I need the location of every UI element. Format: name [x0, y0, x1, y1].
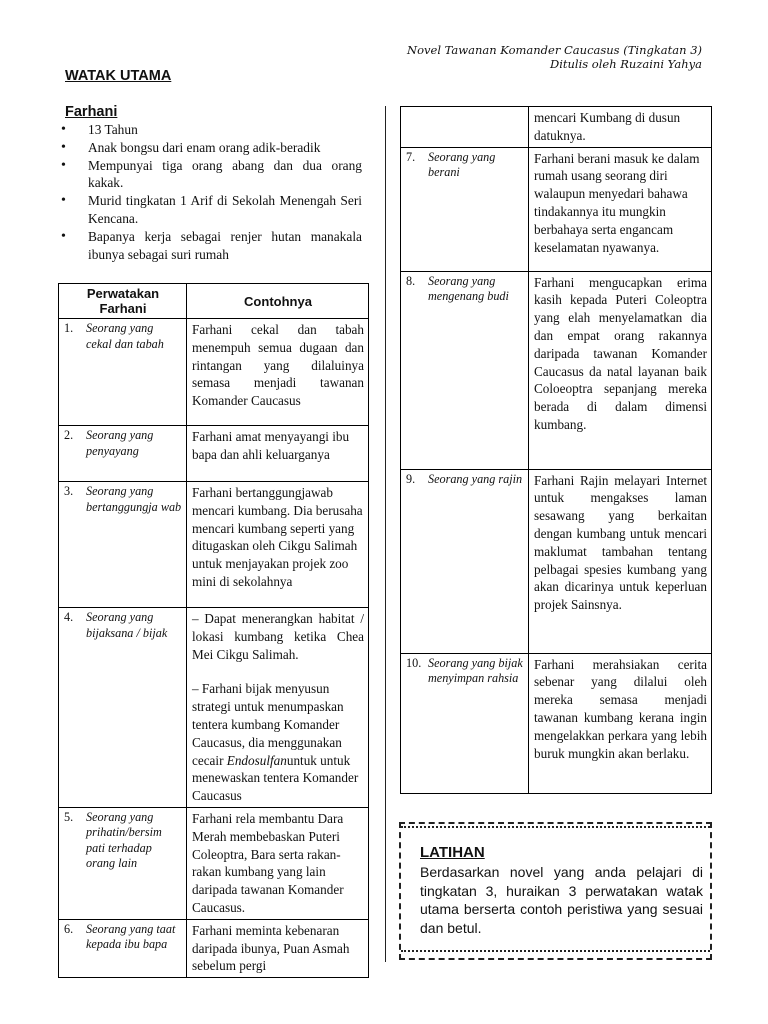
trait-cell: Seorang yang prihatin/bersim pati terhadap orang lain [86, 809, 162, 871]
example-text: – Dapat menerangkan habitat / lokasi kumbang ketika Chea Mei Cikgu Salimah. [192, 611, 364, 662]
fact-item: • Mempunyai tiga orang abang dan dua orang kakak. [60, 157, 362, 193]
trait-cell: Seorang yang rajin [428, 471, 523, 486]
example-cell: Farhani mengucapkan erima kasih kepada Puteri Coleoptra yang elah menyelamatkan dia dan empat orang rakannya daripada tawanan Komander Caucasus da natal layanan baik Coloeoptra sepanjang mereka berada di dalam dimensi kumbang. [529, 271, 712, 469]
row-number: 10. [406, 655, 422, 670]
example-cell: Farhani bertanggungjawab mencari kumbang. Dia berusaha mencari kumbang seperti yang ditugaskan oleh Cikgu Salimah untuk menjayakan projek zoo mini di sekolahnya [187, 482, 369, 608]
table-row [59, 919, 369, 977]
trait-cell: Seorang yang mengenang budi [428, 273, 509, 304]
trait-cell: Seorang yang penyayang [86, 428, 154, 458]
row-number: 3. [64, 484, 74, 498]
example-cell: Farhani merahsiakan cerita sebenar yang dilalui oleh mereka semasa menjadi tawanan kumbang kerana ingin mengelakkan perkara yang lebih buruk mungkin akan berlaku. [529, 653, 712, 793]
table-row [401, 271, 712, 469]
table-row [401, 469, 712, 653]
fact-item: • Anak bongsu dari enam orang adik-beradik [60, 139, 362, 157]
trait-cell: Seorang yang bertanggungja wab [86, 484, 182, 514]
table-row [59, 482, 369, 608]
example-cell: Farhani Rajin melayari Internet untuk mengakses laman sesawang yang berkaitan dengan kumbang untuk mencari maklumat tambahan tentang pelbagai spesies kumbang yang akan dicarinya untuk keperluan projek Sainsnya. [529, 469, 712, 653]
fact-item: • Bapanya kerja sebagai renjer hutan manakala ibunya sebagai suri rumah [60, 228, 362, 264]
table-row [401, 107, 712, 148]
fact-item: • 13 Tahun [60, 121, 362, 139]
fact-item: • Murid tingkatan 1 Arif di Sekolah Menengah Seri Kencana. [60, 192, 362, 228]
table-row [401, 653, 712, 793]
example-text-2: – Farhani bijak menyusun strategi untuk menumpaskan tentera kumbang Komander Caucasus, dia menggunakan cecair Endosulfanuntuk untuk menewaskan tentera Komander Caucasus [192, 681, 359, 804]
row-number: 1. [64, 321, 74, 335]
row-number: 9. [406, 471, 416, 486]
example-cell: Farhani meminta kebenaran daripada ibunya, Puan Asmah sebelum pergi [187, 919, 369, 977]
chemical-name: Endosulfan [226, 752, 287, 768]
table-header-row [59, 284, 369, 319]
trait-cell: Seorang yang bijaksana / bijak [86, 610, 168, 640]
exercise-box [399, 822, 712, 960]
header-author: Ditulis oleh Ruzaini Yahya [549, 57, 702, 71]
exercise-text: Berdasarkan novel yang anda pelajari di tingkatan 3, huraikan 3 perwatakan watak utama berserta contoh peristiwa yang sesuai dan betul. [420, 864, 703, 936]
table-row [59, 426, 369, 482]
example-cell: Farhani berani masuk ke dalam rumah usang seorang diri walaupun menyedari bahawa tindakannya itu mungkin berbahaya serta engancam keselamatan nyawanya. [529, 147, 712, 271]
traits-table-left [58, 283, 369, 978]
row-number: 8. [406, 273, 416, 288]
document-header [407, 43, 702, 71]
example-cell: Farhani cekal dan tabah menempuh semua dugaan dan rintangan yang dilaluinya semasa menjadi tawanan Komander Caucasus [187, 319, 369, 426]
table-row [59, 319, 369, 426]
table-row [59, 807, 369, 919]
traits-table-right [400, 106, 712, 794]
row-number: 6. [64, 921, 74, 936]
row-number: 5. [64, 809, 74, 824]
character-facts-list [60, 121, 362, 263]
page-title: WATAK UTAMA [65, 68, 172, 84]
col-header-example: Contohnya [187, 284, 369, 319]
character-name: Farhani [65, 104, 118, 120]
row-number: 7. [406, 149, 416, 164]
table-row [59, 608, 369, 808]
row-number: 2. [64, 428, 74, 442]
trait-cell: Seorang yang taat kepada ibu bapa [86, 921, 176, 952]
example-cell: Farhani rela membantu Dara Merah membebaskan Puteri Coleoptra, Bara serta rakan-rakan kumbang yang lain daripada tawanan Komander Caucasus. [187, 807, 369, 919]
column-divider [385, 106, 386, 962]
header-novel-title: Novel Tawanan Komander Caucasus (Tingkatan 3) [407, 43, 702, 57]
col-header-trait: Perwatakan Farhani [59, 284, 187, 319]
trait-cell: Seorang yang bijak menyimpan rahsia [428, 655, 523, 686]
trait-cell: Seorang yang cekal dan tabah [86, 321, 164, 351]
example-cell: mencari Kumbang di dusun datuknya. [529, 107, 712, 148]
row-number: 4. [64, 610, 74, 624]
table-row [401, 147, 712, 271]
exercise-title: LATIHAN [420, 844, 485, 861]
example-cell: Farhani amat menyayangi ibu bapa dan ahli keluarganya [187, 426, 369, 482]
example-cell [187, 608, 369, 808]
trait-cell: Seorang yang berani [428, 149, 496, 180]
